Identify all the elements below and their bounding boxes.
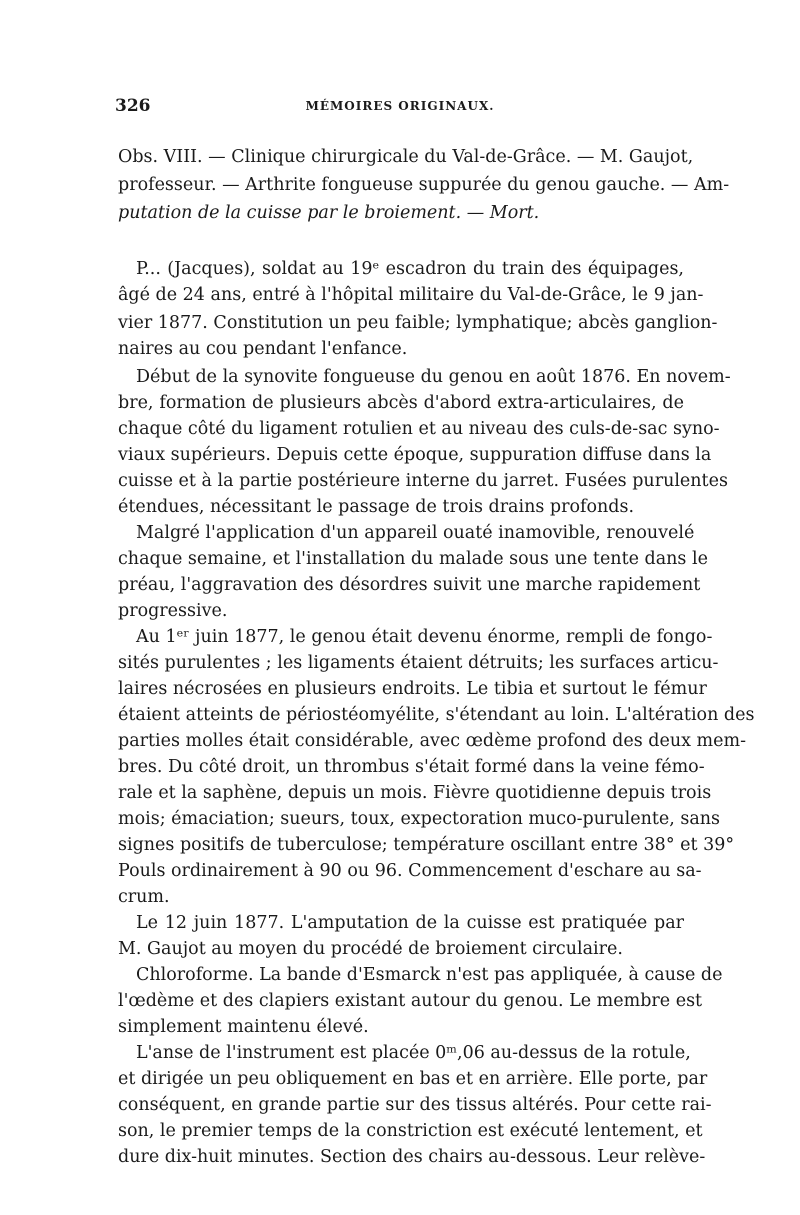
text-line: simplement maintenu élevé. xyxy=(118,1017,369,1037)
text-line: Chloroforme. La bande d'Esmarck n'est pas appliquée, à cause de xyxy=(136,965,723,985)
text-line: Malgré l'application d'un appareil ouaté inamovible, renouvelé xyxy=(136,523,695,543)
text-line: âgé de 24 ans, entré à l'hôpital militaire du Val-de-Grâce, le 9 jan- xyxy=(118,285,704,305)
text-line: parties molles était considérable, avec œdème profond des deux mem- xyxy=(118,731,746,751)
text-line: rale et la saphène, depuis un mois. Fièvre quotidienne depuis trois xyxy=(118,783,712,803)
text-line: Au 1ᵉʳ juin 1877, le genou était devenu énorme, rempli de fongo- xyxy=(136,627,713,647)
page-number: 326 xyxy=(115,96,151,116)
text-line: conséquent, en grande partie sur des tissus altérés. Pour cette rai- xyxy=(118,1095,712,1115)
text-line: progressive. xyxy=(118,601,228,621)
text-line: professeur. — Arthrite fongueuse suppurée du genou gauche. — Am- xyxy=(118,175,730,195)
text-line: dure dix-huit minutes. Section des chairs au-dessous. Leur relève- xyxy=(118,1147,706,1167)
text-line: cuisse et à la partie postérieure interne du jarret. Fusées purulentes xyxy=(118,471,728,491)
text-line: Début de la synovite fongueuse du genou en août 1876. En novem- xyxy=(136,367,731,387)
text-line: putation de la cuisse par le broiement. — Mort. xyxy=(118,203,540,223)
text-line: sités purulentes ; les ligaments étaient détruits; les surfaces articu- xyxy=(118,653,719,673)
text-line: Pouls ordinairement à 90 ou 96. Commencement d'eschare au sa- xyxy=(118,861,702,881)
text-line: son, le premier temps de la constriction est exécuté lentement, et xyxy=(118,1121,703,1141)
text-line: laires nécrosées en plusieurs endroits. Le tibia et surtout le fémur xyxy=(118,679,707,699)
page-header xyxy=(115,96,685,122)
text-line: naires au cou pendant l'enfance. xyxy=(118,339,408,359)
running-title: MÉMOIRES ORIGINAUX. xyxy=(305,99,495,113)
text-line: préau, l'aggravation des désordres suivit une marche rapidement xyxy=(118,575,701,595)
text-line: bres. Du côté droit, un thrombus s'était formé dans la veine fémo- xyxy=(118,757,705,777)
text-line: viaux supérieurs. Depuis cette époque, suppuration diffuse dans la xyxy=(118,445,712,465)
text-line: signes positifs de tuberculose; température oscillant entre 38° et 39° xyxy=(118,835,735,855)
text-line: Obs. VIII. — Clinique chirurgicale du Val-de-Grâce. — M. Gaujot, xyxy=(118,147,694,167)
text-line: mois; émaciation; sueurs, toux, expectoration muco-purulente, sans xyxy=(118,809,721,829)
text-line: vier 1877. Constitution un peu faible; lymphatique; abcès ganglion- xyxy=(118,313,718,333)
text-line: et dirigée un peu obliquement en bas et en arrière. Elle porte, par xyxy=(118,1069,708,1089)
text-line: étaient atteints de périostéomyélite, s'étendant au loin. L'altération des xyxy=(118,705,755,725)
text-line: chaque semaine, et l'installation du malade sous une tente dans le xyxy=(118,549,708,569)
text-line: étendues, nécessitant le passage de trois drains profonds. xyxy=(118,497,635,517)
text-line: M. Gaujot au moyen du procédé de broiement circulaire. xyxy=(118,939,623,959)
text-line: P... (Jacques), soldat au 19ᵉ escadron du train des équipages, xyxy=(136,259,684,279)
text-line: Le 12 juin 1877. L'amputation de la cuisse est pratiquée par xyxy=(136,913,684,933)
text-line: L'anse de l'instrument est placée 0ᵐ,06 au-dessus de la rotule, xyxy=(136,1043,691,1063)
text-line: l'œdème et des clapiers existant autour du genou. Le membre est xyxy=(118,991,703,1011)
text-line: chaque côté du ligament rotulien et au niveau des culs-de-sac syno- xyxy=(118,419,720,439)
text-line: crum. xyxy=(118,887,170,907)
text-line: bre, formation de plusieurs abcès d'abord extra-articulaires, de xyxy=(118,393,684,413)
